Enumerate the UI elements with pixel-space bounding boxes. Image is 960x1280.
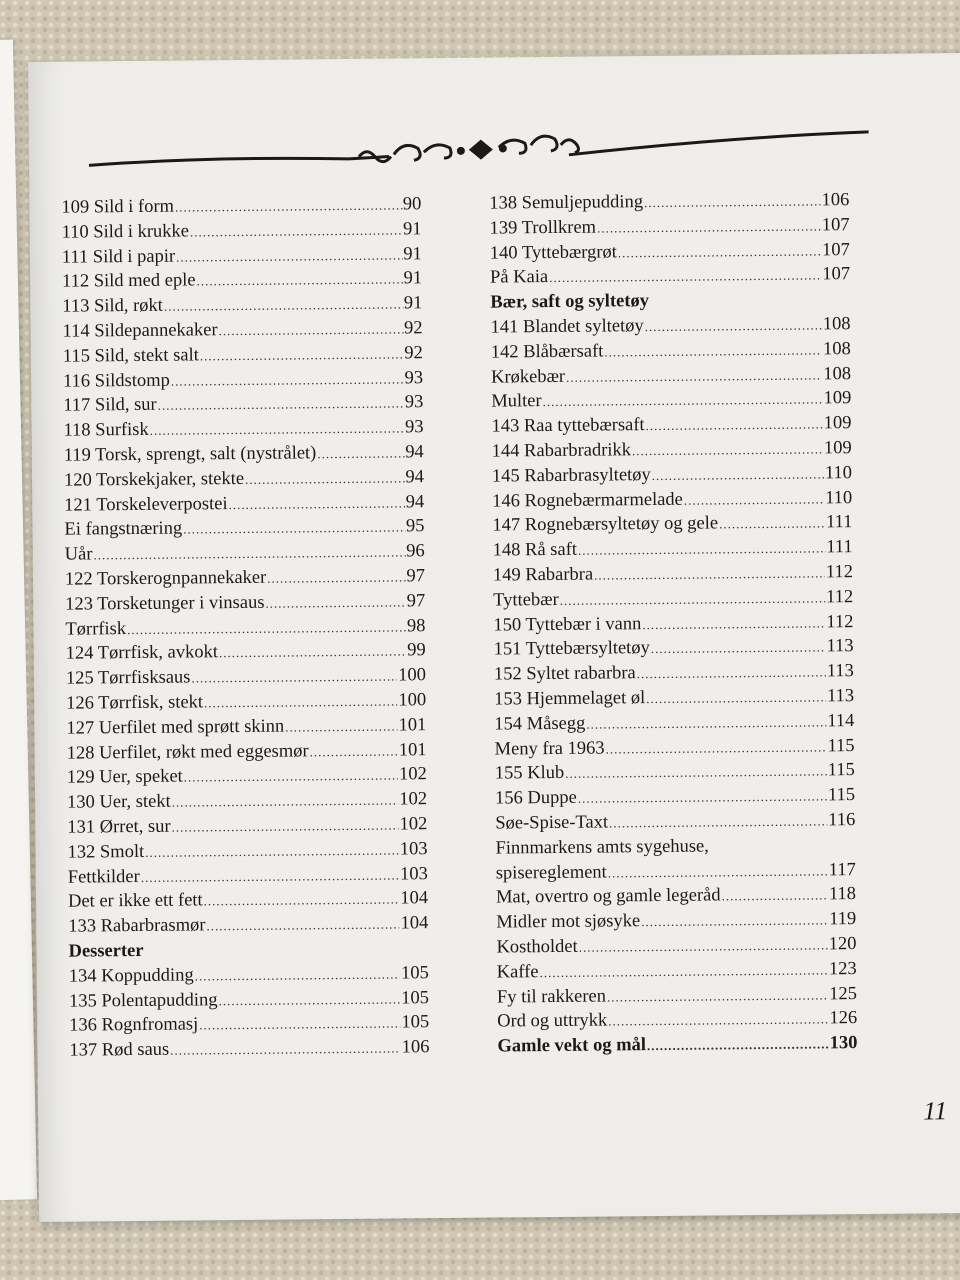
toc-entry-title: 140 Tyttebærgrøt xyxy=(489,241,617,264)
toc-entry xyxy=(490,265,850,293)
toc-entry-page: 109 xyxy=(823,388,852,409)
toc-entry-title: 131 Ørret, sur xyxy=(67,816,171,838)
toc-entry xyxy=(497,1033,857,1061)
toc-entry xyxy=(64,492,424,520)
toc-entry-page: 103 xyxy=(399,863,428,884)
toc-entry xyxy=(63,417,423,445)
toc-entry-title: 114 Sildepannekaker xyxy=(62,320,218,342)
toc-entry-title: 146 Rognebærmarmelade xyxy=(492,489,683,512)
toc-entry-title: 111 Sild i papir xyxy=(61,246,176,268)
toc-entry xyxy=(67,765,427,793)
toc-entry-title: 143 Raa tyttebærsaft xyxy=(491,415,645,437)
toc-entry-page: 112 xyxy=(825,586,854,608)
dot-leader xyxy=(578,788,827,806)
toc-entry-title: 148 Rå saft xyxy=(492,539,578,561)
toc-entry-title: 112 Sild med eple xyxy=(62,270,196,293)
toc-entry xyxy=(492,438,852,466)
toc-entry-title: 134 Koppudding xyxy=(68,965,194,987)
toc-entry-title: 156 Duppe xyxy=(494,787,577,809)
toc-entry xyxy=(494,686,854,714)
toc-entry-title: 135 Polentapudding xyxy=(68,989,218,1012)
dot-leader xyxy=(245,470,405,488)
toc-entry xyxy=(68,913,428,941)
dot-leader xyxy=(176,247,402,265)
toc-entry-page: 105 xyxy=(401,1012,430,1033)
toc-entry xyxy=(69,1037,429,1065)
dot-leader xyxy=(218,991,400,1009)
dot-leader xyxy=(164,297,403,315)
dot-leader xyxy=(285,718,398,735)
dot-leader xyxy=(200,346,404,364)
dot-leader xyxy=(608,1012,828,1030)
toc-entry xyxy=(489,190,849,218)
toc-entry-page: 96 xyxy=(406,541,425,562)
dot-leader xyxy=(646,689,826,707)
toc-entry xyxy=(497,984,857,1012)
dot-leader xyxy=(206,917,399,935)
toc-entry-title: 155 Klub xyxy=(494,763,565,784)
dot-leader xyxy=(578,541,825,559)
dot-leader xyxy=(607,987,828,1005)
toc-entry-page: 110 xyxy=(824,462,853,484)
toc-entry-title: 125 Tørrfisksaus xyxy=(65,667,191,689)
toc-entry xyxy=(494,661,854,689)
toc-entry-page: 105 xyxy=(400,962,429,984)
toc-entry-page: 123 xyxy=(828,958,857,980)
dot-leader xyxy=(566,367,822,385)
toc-entry-page: 111 xyxy=(826,537,853,558)
toc-entry xyxy=(68,864,428,892)
toc-entry-page: 93 xyxy=(404,367,424,388)
toc-entry-title: 130 Uer, stekt xyxy=(67,791,171,813)
toc-entry-page: 91 xyxy=(403,268,423,289)
toc-entry xyxy=(63,393,423,421)
toc-entry xyxy=(497,1008,857,1036)
toc-entry-page: 90 xyxy=(402,194,422,215)
toc-entry-title: 117 Sild, sur xyxy=(63,395,157,417)
toc-entry-page: 106 xyxy=(821,190,850,211)
toc-entry-title: Multer xyxy=(491,391,542,412)
dot-leader xyxy=(647,1036,829,1054)
toc-entry-title: 110 Sild i krukke xyxy=(61,221,190,243)
toc-entry-title: 138 Semuljepudding xyxy=(489,192,644,214)
toc-entry xyxy=(495,810,855,838)
toc-entry-page: 94 xyxy=(405,491,425,512)
toc-entry-title: 152 Syltet rabarbra xyxy=(493,663,636,685)
toc-entry-page: 116 xyxy=(828,810,856,831)
toc-entry-title: spisereglement xyxy=(495,861,607,884)
toc-entry-page: 114 xyxy=(827,710,855,732)
toc-entry xyxy=(67,740,427,768)
toc-entry xyxy=(63,343,423,371)
toc-entry-page: 91 xyxy=(403,243,422,264)
toc-entry-title: 150 Tyttebær i vann xyxy=(493,613,642,636)
dot-leader xyxy=(204,693,398,711)
toc-entry xyxy=(62,269,422,297)
dot-leader xyxy=(150,421,405,439)
dot-leader xyxy=(145,842,399,860)
toc-entry xyxy=(62,293,422,321)
toc-entry xyxy=(69,988,429,1016)
toc-entry-title: 132 Smolt xyxy=(67,841,145,863)
toc-entry xyxy=(65,566,425,594)
toc-entry-page: 130 xyxy=(829,1033,858,1054)
toc-entry-page: 92 xyxy=(403,318,423,339)
toc-entry xyxy=(64,517,424,545)
dot-leader xyxy=(651,640,826,658)
toc-entry-title: 121 Torskeleverpostei xyxy=(64,493,228,516)
toc-entry-page: 108 xyxy=(822,338,851,360)
dot-leader xyxy=(594,565,825,583)
toc-entry-title: 115 Sild, stekt salt xyxy=(62,345,199,367)
toc-entry xyxy=(64,442,424,470)
toc-entry xyxy=(65,591,425,619)
dot-leader xyxy=(549,268,821,287)
dot-leader xyxy=(642,615,825,633)
toc-entry-page: 103 xyxy=(399,838,428,860)
toc-entry-title: 123 Torsketunger i vinsaus xyxy=(65,592,265,615)
toc-entry-page: 109 xyxy=(823,413,852,434)
toc-entry-title: Tørrfisk xyxy=(65,618,127,640)
toc-entry-page: 125 xyxy=(829,983,858,1004)
toc-entry xyxy=(67,789,427,817)
dot-leader xyxy=(618,243,821,261)
toc-entry-page: 110 xyxy=(825,487,853,508)
toc-entry-title: 119 Torsk, sprengt, salt (nystrålet) xyxy=(63,443,317,466)
toc-entry xyxy=(494,636,854,664)
toc-entry xyxy=(495,760,855,788)
toc-entry xyxy=(496,860,856,888)
toc-entry-title: 145 Rabarbrasyltetøy xyxy=(491,464,651,487)
dot-leader xyxy=(195,966,401,984)
toc-entry xyxy=(69,1012,429,1040)
toc-entry-title: 128 Uerfilet, røkt med eggesmør xyxy=(66,740,309,764)
toc-entry xyxy=(490,215,850,243)
dot-leader xyxy=(219,644,406,662)
dot-leader xyxy=(637,665,826,683)
toc-entry-title: Kostholdet xyxy=(496,936,578,958)
dot-leader xyxy=(565,764,827,783)
toc-entry-title: 126 Tørrfisk, stekt xyxy=(66,692,204,714)
toc-entry-title: 124 Tørrfisk, avkokt xyxy=(65,642,219,665)
toc-entry-title: 120 Torskekjaker, stekte xyxy=(63,468,245,491)
dot-leader xyxy=(172,793,399,811)
dot-leader xyxy=(172,817,399,835)
toc-entry-title: 127 Uerfilet med sprøtt skinn xyxy=(66,716,285,739)
section-heading: Desserter xyxy=(68,940,144,962)
toc-entry xyxy=(491,364,851,392)
toc-entry-title: Mat, overtro og gamle legeråd xyxy=(495,885,721,908)
toc-entry-page: 99 xyxy=(407,640,426,661)
dot-leader xyxy=(228,495,404,513)
toc-entry-title: 154 Måsegg xyxy=(494,713,586,735)
dot-leader xyxy=(719,516,825,533)
toc-entry-page: 108 xyxy=(822,314,851,335)
toc-entry-page: 98 xyxy=(406,615,426,636)
toc-entry xyxy=(61,194,421,222)
dot-leader xyxy=(184,768,399,786)
toc-entry-page: 107 xyxy=(821,239,850,260)
toc-entry-title: Uår xyxy=(64,544,93,565)
toc-entry-page: 111 xyxy=(825,512,853,533)
dot-leader xyxy=(608,863,828,881)
toc-entry-title: Fy til rakkeren xyxy=(496,985,607,1008)
toc-entry xyxy=(66,641,426,669)
toc-entry-page: 104 xyxy=(400,913,429,934)
dot-leader xyxy=(317,445,404,462)
dot-leader xyxy=(183,520,405,538)
toc-entry xyxy=(493,587,853,615)
toc-entry xyxy=(62,244,422,272)
toc-entry xyxy=(492,488,852,516)
toc-entry xyxy=(62,318,422,346)
toc-entry xyxy=(67,839,427,867)
toc-entry-title: Meny fra 1963 xyxy=(494,738,605,760)
toc-entry xyxy=(497,959,857,987)
dot-leader xyxy=(310,743,398,760)
dot-leader xyxy=(196,272,402,290)
page-number: 11 xyxy=(922,1096,948,1126)
toc-entry-title: 139 Trollkrem xyxy=(489,217,597,239)
dot-leader xyxy=(219,321,404,339)
toc-entry-page: 95 xyxy=(405,516,425,537)
toc-entry xyxy=(64,467,424,495)
toc-entry xyxy=(63,368,423,396)
toc-entry xyxy=(493,612,853,640)
toc-entry xyxy=(496,934,856,962)
toc-entry-page: 117 xyxy=(828,859,856,880)
toc-entry xyxy=(66,690,426,718)
toc-entry-page: 120 xyxy=(828,933,857,955)
dot-leader xyxy=(560,590,826,609)
toc-entry xyxy=(65,541,425,569)
dot-leader xyxy=(175,197,402,215)
dot-leader xyxy=(141,867,399,885)
toc-entry-title: På Kaia xyxy=(489,267,549,288)
dot-leader xyxy=(191,669,397,687)
toc-entry-title: 142 Blåbærsaft xyxy=(490,341,604,363)
toc-entry-title: Ord og uttrykk xyxy=(497,1010,608,1032)
toc-entry xyxy=(491,339,851,367)
toc-entry-title: 122 Torskerognpannekaker xyxy=(64,567,267,590)
toc-entry-title: 113 Sild, røkt xyxy=(62,295,164,317)
toc-entry xyxy=(493,537,853,565)
dot-leader xyxy=(265,594,405,611)
toc-entry-title: 141 Blandet syltetøy xyxy=(490,316,644,338)
toc-entry-page: 113 xyxy=(826,636,854,657)
dot-leader xyxy=(597,218,821,236)
dot-leader xyxy=(605,739,826,757)
toc-entry-page: 112 xyxy=(825,562,854,583)
section-heading: Bær, saft og syltetøy xyxy=(490,291,650,313)
dot-leader xyxy=(644,193,821,211)
dot-leader xyxy=(190,222,402,240)
toc-entry-title: Midler mot sjøsyke xyxy=(496,911,641,933)
toc-entry-page: 102 xyxy=(399,764,427,785)
dot-leader xyxy=(539,962,828,981)
toc-entry xyxy=(65,616,425,644)
toc-entry-page: 118 xyxy=(828,884,857,905)
dot-leader xyxy=(171,371,404,389)
toc-entry-page: 94 xyxy=(405,466,425,488)
toc-entry-page: 109 xyxy=(823,438,852,459)
toc-entry-title: 144 Rabarbradrikk xyxy=(491,440,632,462)
toc-entry-page: 93 xyxy=(404,392,424,413)
toc-entry-page: 102 xyxy=(399,814,428,835)
toc-entry-title: 118 Surfisk xyxy=(63,420,149,441)
toc-entry xyxy=(496,909,856,937)
toc-entry xyxy=(495,785,855,813)
book-page xyxy=(28,53,960,1222)
toc-entry-continuation: Finnmarkens amts sygehuse, xyxy=(495,836,709,859)
toc-entry-title: Kaffe xyxy=(496,961,539,983)
toc-entry-title: 147 Rognebærsyltetøy og gele xyxy=(492,513,719,536)
toc-entry-page: 94 xyxy=(405,442,424,463)
toc-entry xyxy=(491,388,851,416)
toc-entry-page: 115 xyxy=(827,760,855,781)
decorative-divider-ornament xyxy=(89,114,870,181)
toc-entry xyxy=(67,814,427,842)
dot-leader xyxy=(604,342,822,360)
toc-entry-page: 91 xyxy=(403,293,423,314)
toc-left-column xyxy=(61,194,429,1065)
toc-entry xyxy=(69,963,429,991)
toc-entry-page: 108 xyxy=(823,363,852,384)
dot-leader xyxy=(641,912,828,930)
toc-entry-title: Tyttebær xyxy=(493,589,559,611)
dot-leader xyxy=(170,1041,401,1059)
dot-leader xyxy=(645,317,822,335)
toc-entry-title: Gamle vekt og mål xyxy=(497,1035,647,1057)
toc-entry xyxy=(494,711,854,739)
toc-entry-title: 129 Uer, speket xyxy=(66,766,183,788)
toc-entry-title: 149 Rabarbra xyxy=(492,564,594,586)
toc-entry-title: 133 Rabarbrasmør xyxy=(68,915,206,937)
toc-entry-page: 97 xyxy=(406,566,426,587)
toc-entry xyxy=(492,512,852,540)
toc-entry-title: 136 Rognfromasj xyxy=(69,1014,199,1036)
toc-entry-page: 107 xyxy=(821,214,850,236)
dot-leader xyxy=(204,892,400,910)
dot-leader xyxy=(646,417,823,435)
toc-entry-page: 115 xyxy=(827,785,856,806)
toc-entry-title: 109 Sild i form xyxy=(61,196,175,218)
dot-leader xyxy=(652,466,824,484)
toc-entry-page: 97 xyxy=(406,590,426,612)
toc-entry-page: 119 xyxy=(829,909,857,930)
toc-entry-page: 101 xyxy=(398,714,427,736)
toc-right-column xyxy=(489,190,857,1061)
toc-entry xyxy=(66,715,426,743)
toc-entry-title: Krøkebær xyxy=(490,366,566,388)
toc-entry xyxy=(68,889,428,917)
toc-entry xyxy=(493,562,853,590)
toc-entry-page: 104 xyxy=(400,888,429,909)
toc-entry-page: 100 xyxy=(398,690,427,711)
toc-entry-page: 91 xyxy=(403,219,422,240)
toc-entry-title: 151 Tyttebærsyltetøy xyxy=(493,638,650,660)
dot-leader xyxy=(632,441,823,459)
toc-entry-page: 126 xyxy=(829,1008,858,1029)
toc-entry-page: 115 xyxy=(827,735,855,756)
toc-entry-title: 137 Rød saus xyxy=(69,1039,170,1061)
dot-leader xyxy=(543,392,823,411)
toc-entry-page: 105 xyxy=(401,987,430,1008)
toc-entry-page: 113 xyxy=(826,686,855,707)
toc-entry-page: 106 xyxy=(401,1037,430,1058)
dot-leader xyxy=(199,1016,400,1034)
toc-entry xyxy=(490,240,850,268)
dot-leader xyxy=(586,714,826,732)
toc-entry xyxy=(496,884,856,912)
toc-entry xyxy=(492,463,852,491)
dot-leader xyxy=(93,545,405,564)
toc-entry-page: 93 xyxy=(404,417,424,438)
toc-entry xyxy=(491,413,851,441)
toc-entry-page: 112 xyxy=(826,611,854,632)
toc-entry xyxy=(62,219,422,247)
toc-entry-title: Fettkilder xyxy=(67,866,140,888)
toc-entry-page: 101 xyxy=(398,739,427,761)
toc-entry-title: 116 Sildstomp xyxy=(62,370,170,392)
toc-entry-page: 100 xyxy=(398,665,427,686)
toc-entry-page: 113 xyxy=(826,661,854,682)
toc-entry-page: 102 xyxy=(399,789,428,810)
toc-entry-title: Søe-Spise-Taxt xyxy=(495,812,609,834)
toc-entry-page: 107 xyxy=(822,264,851,285)
toc-entry-title: Det er ikke ett fett xyxy=(67,890,203,912)
toc-entry xyxy=(495,736,855,764)
dot-leader xyxy=(267,569,405,586)
dot-leader xyxy=(684,491,824,508)
toc-entry-title: Ei fangstnæring xyxy=(64,518,183,541)
dot-leader xyxy=(579,937,828,955)
dot-leader xyxy=(127,619,406,638)
dot-leader xyxy=(609,813,827,831)
toc-entry xyxy=(66,665,426,693)
toc-entry-title: 153 Hjemmelaget øl xyxy=(494,688,646,710)
dot-leader xyxy=(721,888,828,905)
dot-leader xyxy=(158,396,404,414)
toc-entry xyxy=(490,314,850,342)
toc-entry-page: 92 xyxy=(404,343,423,364)
